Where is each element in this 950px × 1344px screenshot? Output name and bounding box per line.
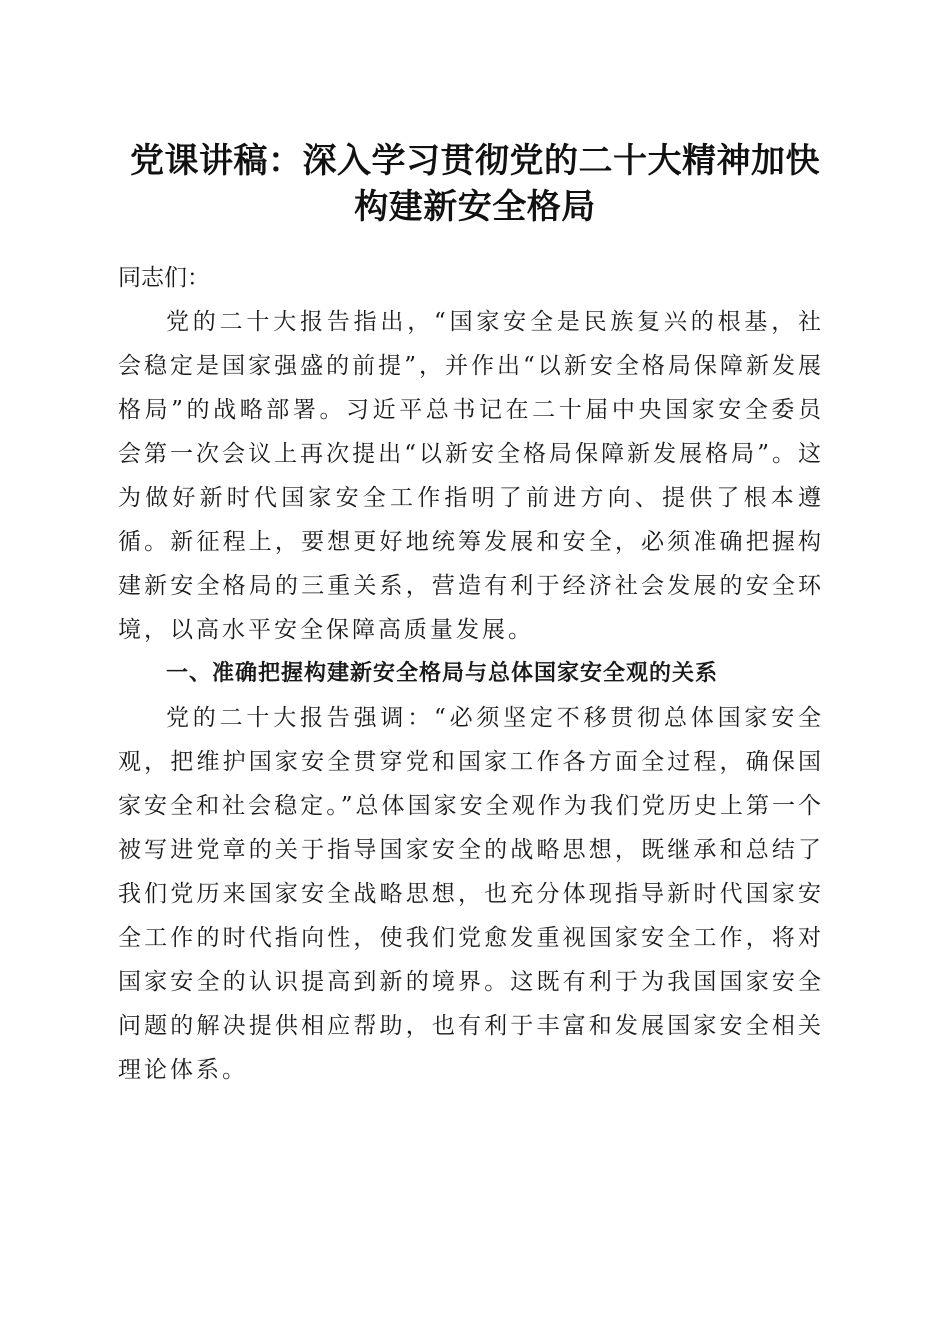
paragraph-section-1: 党的二十大报告强调：“必须坚定不移贯彻总体国家安全观，把维护国家安全贯穿党和国家工作各方面全过程，确保国家安全和社会稳定。”总体国家安全观作为我们党历史上第一个被写进党章的关于指导国家安全的战略思想，既继承和总结了我们党历来国家安全战略思想，也充分体现指导新时代国家安全工作的时代指向性，使我们党愈发重视国家安全工作，将对国家安全的认识提高到新的境界。这既有利于为我国国家安全问题的解决提供相应帮助，也有利于丰富和发展国家安全相关理论体系。 xyxy=(118,705,824,1083)
document-body xyxy=(118,256,824,1092)
document-title xyxy=(100,138,850,230)
paragraph-intro: 党的二十大报告指出，“国家安全是民族复兴的根基，社会稳定是国家强盛的前提”，并作出“以新安全格局保障新发展格局”的战略部署。习近平总书记在二十届中央国家安全委员会第一次会议上再次提出“以新安全格局保障新发展格局”。这为做好新时代国家安全工作指明了前进方向、提供了根本遵循。新征程上，要想更好地统筹发展和安全，必须准确把握构建新安全格局的三重关系，营造有利于经济社会发展的安全环境，以高水平安全保障高质量发展。 xyxy=(118,309,824,643)
section-heading-1: 一、准确把握构建新安全格局与总体国家安全观的关系 xyxy=(166,661,719,686)
title-line-1: 党课讲稿：深入学习贯彻党的二十大精神加快 xyxy=(130,141,820,181)
title-line-2: 构建新安全格局 xyxy=(354,187,596,227)
salutation: 同志们： xyxy=(118,265,210,291)
